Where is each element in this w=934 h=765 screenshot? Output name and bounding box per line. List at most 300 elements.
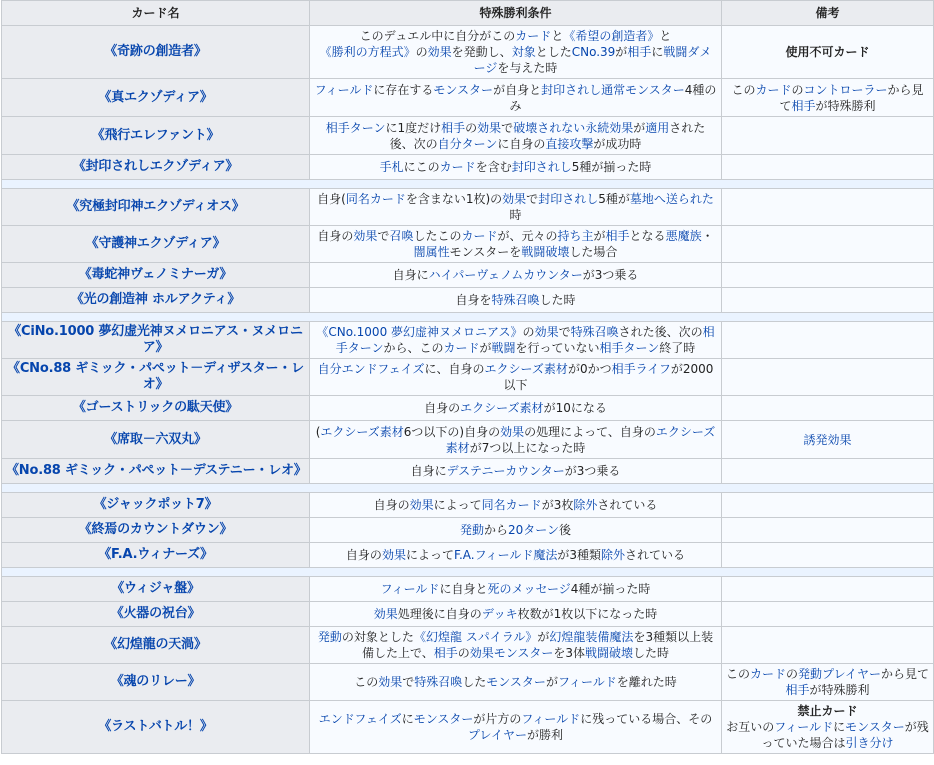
card-name-cell: [2, 155, 310, 180]
term-link[interactable]: 封印されし: [541, 82, 602, 97]
plain-text: 4種のみ: [509, 82, 717, 113]
term-link[interactable]: 特殊召喚: [414, 675, 463, 689]
card-name-link[interactable]: 《ウィジャ盤》: [111, 581, 200, 596]
term-link[interactable]: 特殊召喚: [491, 293, 540, 307]
table-row: [2, 396, 934, 421]
term-link[interactable]: 対象: [511, 45, 536, 59]
card-name-cell: [2, 664, 310, 701]
card-name-link[interactable]: 《席取－六双丸》: [104, 431, 207, 447]
term-link[interactable]: フィールド: [557, 675, 617, 689]
group-separator: [2, 484, 934, 493]
plain-text: から: [483, 523, 508, 537]
term-link[interactable]: 効果モンスター: [469, 646, 554, 660]
term-link[interactable]: 《CNo.1000 夢幻虚神ヌメロニアス》: [316, 325, 523, 339]
term-link[interactable]: エクシーズ素材: [445, 424, 716, 455]
term-link[interactable]: デッキ: [481, 607, 518, 621]
plain-text: と: [659, 29, 672, 43]
plain-text: された後、次の: [389, 120, 706, 151]
table-row: [2, 543, 934, 568]
card-name-link[interactable]: 《守護神エクゾディア》: [85, 236, 226, 251]
plain-text: を与えた時: [497, 61, 558, 75]
plain-text: に存在する: [373, 82, 434, 97]
plain-text: 6つ以下の)自身の: [403, 424, 501, 439]
plain-text: の: [465, 120, 478, 135]
plain-text: が: [537, 630, 550, 644]
remarks-cell: [722, 602, 934, 627]
victory-condition-cell: [310, 602, 722, 627]
term-link[interactable]: フィールド: [521, 712, 581, 726]
term-link[interactable]: 適用: [645, 120, 670, 135]
card-name-link[interactable]: 《封印されしエクゾディア》: [72, 159, 239, 174]
plain-text: 自身の: [424, 401, 461, 415]
plain-text: 自身の: [345, 548, 382, 562]
remarks-cell: [722, 627, 934, 664]
term-link[interactable]: 封印されし: [511, 160, 572, 174]
term-link[interactable]: モンスター: [845, 720, 905, 734]
remarks-cell: [722, 79, 934, 117]
card-name-link[interactable]: 《ラストバトル！》: [98, 719, 213, 734]
table-body: [2, 26, 934, 754]
card-name-cell: [2, 263, 310, 288]
term-link[interactable]: 効果: [427, 45, 452, 59]
victory-condition-cell: [310, 493, 722, 518]
plain-text: 自身に: [410, 464, 447, 478]
plain-text: 自身の: [373, 498, 410, 512]
victory-condition-cell: [310, 543, 722, 568]
plain-text: が: [593, 229, 606, 243]
card-name-link[interactable]: 《F.A.ウィナーズ》: [98, 547, 213, 562]
term-link[interactable]: カード: [461, 229, 498, 243]
card-name-cell: [2, 288, 310, 313]
victory-condition-cell: [310, 322, 722, 359]
term-link[interactable]: 相手: [627, 45, 652, 59]
plain-text: した時: [539, 293, 576, 307]
term-link[interactable]: 《希望の創造者》: [563, 29, 660, 43]
separator-cell: [2, 313, 934, 322]
term-link[interactable]: フィールド: [380, 582, 440, 596]
remarks-cell: [722, 396, 934, 421]
plain-text: したこの: [413, 229, 462, 243]
term-link[interactable]: 引き分け: [845, 736, 894, 750]
term-link[interactable]: 効果: [378, 675, 403, 689]
remarks-cell: [722, 543, 934, 568]
term-link[interactable]: 誘発効果: [803, 432, 852, 447]
plain-text: されている: [625, 548, 686, 562]
card-name-cell: [2, 189, 310, 226]
card-name-link[interactable]: 《光の創造神 ホルアクティ》: [70, 292, 241, 307]
plain-text: 5種が揃った時: [571, 160, 652, 174]
plain-text: を離れた時: [616, 675, 677, 689]
table-row: [2, 322, 934, 359]
term-link[interactable]: カード: [439, 160, 476, 174]
plain-text: 自身(: [317, 192, 346, 206]
remarks-cell: [722, 701, 934, 754]
term-link[interactable]: 相手: [791, 98, 816, 113]
term-link[interactable]: 除外: [573, 498, 598, 512]
plain-text: によって: [433, 498, 482, 512]
card-name-cell: [2, 396, 310, 421]
term-link[interactable]: フィールド: [774, 720, 834, 734]
table-row: [2, 459, 934, 484]
plain-text: が: [545, 675, 558, 689]
term-link[interactable]: 封印されし: [538, 192, 599, 206]
card-name-cell: [2, 459, 310, 484]
card-name-link[interactable]: 《幻煌龍の天渦》: [104, 637, 207, 652]
victory-condition-cell: [310, 627, 722, 664]
remarks-cell: [722, 421, 934, 459]
remarks-cell: [722, 359, 934, 396]
emphasis-text: 使用不可カード: [785, 45, 870, 59]
plain-text: が自身と: [493, 82, 542, 97]
remarks-cell: [722, 664, 934, 701]
term-link[interactable]: モンスター: [486, 675, 546, 689]
term-link[interactable]: フィールド魔法: [474, 548, 558, 562]
emphasis-text: 禁止カード: [797, 704, 858, 718]
victory-condition-cell: [310, 396, 722, 421]
term-link[interactable]: 効果: [502, 192, 527, 206]
plain-text: この: [726, 667, 751, 681]
term-link[interactable]: 相手: [605, 229, 630, 243]
remarks-cell: [722, 518, 934, 543]
plain-text: を発動し、: [451, 45, 512, 59]
plain-text: から、この: [383, 341, 444, 355]
term-link[interactable]: 手札: [379, 160, 404, 174]
term-link[interactable]: 相手ターン: [599, 341, 660, 355]
term-link[interactable]: プレイヤー: [822, 667, 881, 681]
plain-text: で: [558, 325, 571, 339]
term-link[interactable]: 破壊されない: [513, 120, 586, 135]
term-link[interactable]: F.A.: [453, 548, 475, 562]
plain-text: が特殊勝利: [815, 98, 876, 113]
plain-text: このデュエル中に自分がこの: [359, 29, 516, 43]
term-link[interactable]: エクシーズ素材: [460, 401, 544, 415]
table-row: [2, 288, 934, 313]
term-link[interactable]: 悪魔族: [665, 229, 702, 243]
term-link[interactable]: カード: [750, 667, 787, 681]
victory-condition-cell: [310, 155, 722, 180]
group-separator: [2, 180, 934, 189]
card-name-cell: [2, 26, 310, 79]
plain-text: に残っている場合、その: [580, 712, 713, 726]
term-link[interactable]: 戦闘破壊: [585, 646, 634, 660]
table-row: [2, 602, 934, 627]
term-link[interactable]: 同名カード: [345, 192, 406, 206]
victory-condition-cell: [310, 79, 722, 117]
victory-condition-cell: [310, 421, 722, 459]
term-link[interactable]: 相手ライフ: [611, 362, 671, 376]
header-victory-condition[interactable]: 特殊勝利条件: [310, 1, 722, 26]
table-row: [2, 189, 934, 226]
victory-condition-cell: [310, 26, 722, 79]
term-link[interactable]: カード: [443, 341, 480, 355]
table-row: [2, 577, 934, 602]
term-link[interactable]: 発動: [459, 523, 484, 537]
special-victory-table: [1, 0, 934, 754]
victory-condition-cell: [310, 664, 722, 701]
term-link[interactable]: フィールド: [314, 82, 374, 97]
term-link[interactable]: 特殊召喚: [570, 325, 619, 339]
table-row: [2, 493, 934, 518]
term-link[interactable]: エンドフェイズ: [318, 712, 402, 726]
card-name-link[interactable]: 《真エクゾディア》: [98, 89, 213, 105]
plain-text: モンスターを: [449, 245, 522, 259]
card-name-link[interactable]: 《ジャックポット7》: [93, 497, 218, 512]
plain-text: した: [462, 675, 487, 689]
plain-text: の: [791, 82, 804, 97]
plain-text: が3種類: [557, 548, 602, 562]
plain-text: が特殊勝利: [809, 683, 870, 697]
term-link[interactable]: モンスター: [433, 82, 494, 97]
plain-text: から見て: [779, 82, 924, 113]
plain-text: で: [402, 675, 415, 689]
plain-text: した場合: [569, 245, 618, 259]
plain-text: を3体: [553, 646, 586, 660]
card-name-link[interactable]: 《毒蛇神ヴェノミナーガ》: [78, 267, 233, 282]
term-link[interactable]: 発動: [317, 630, 342, 644]
term-link[interactable]: 《勝利の方程式》: [319, 45, 416, 59]
plain-text: と: [551, 29, 564, 43]
card-name-cell: [2, 117, 310, 155]
plain-text: ・: [701, 229, 714, 243]
plain-text: に自身と: [439, 582, 488, 596]
remarks-cell: [722, 26, 934, 79]
term-link[interactable]: 相手: [785, 683, 810, 697]
plain-text: にこの: [403, 160, 440, 174]
plain-text: 終了時: [659, 341, 696, 355]
term-link[interactable]: CNo.39: [571, 45, 616, 59]
table-row: [2, 117, 934, 155]
plain-text: 自身を: [455, 293, 492, 307]
plain-text: を3種類以上装備した上で、: [361, 630, 714, 660]
plain-text: が: [615, 45, 628, 59]
plain-text: に: [651, 45, 664, 59]
plain-text: で: [377, 229, 390, 243]
term-link[interactable]: カード: [515, 29, 552, 43]
term-link[interactable]: コントローラー: [803, 82, 888, 97]
victory-condition-cell: [310, 288, 722, 313]
plain-text: に: [401, 712, 414, 726]
term-link[interactable]: 効果: [500, 424, 525, 439]
term-link[interactable]: 効果: [409, 498, 434, 512]
term-link[interactable]: 闇属性: [413, 245, 450, 259]
term-link[interactable]: 自分: [317, 362, 342, 376]
plain-text: が3つ乗る: [564, 464, 621, 478]
card-name-link[interactable]: 《終焉のカウントダウン》: [78, 522, 233, 537]
remarks-cell: [722, 263, 934, 288]
plain-text: で: [501, 120, 514, 135]
remarks-cell: [722, 459, 934, 484]
header-remarks[interactable]: 備考: [722, 1, 934, 26]
card-name-link[interactable]: 《CiNo.1000 夢幻虚光神ヌメロニアス・ヌメロニア》: [8, 324, 303, 355]
term-link[interactable]: 戦闘ダメージ: [473, 45, 712, 75]
victory-condition-cell: [310, 459, 722, 484]
card-name-cell: [2, 226, 310, 263]
victory-condition-cell: [310, 577, 722, 602]
remarks-cell: [722, 189, 934, 226]
card-name-cell: [2, 421, 310, 459]
term-link[interactable]: 永続効果: [585, 120, 634, 135]
plain-text: が3つ乗る: [582, 268, 639, 282]
card-name-link[interactable]: 《奇跡の創造者》: [104, 44, 207, 59]
victory-condition-cell: [310, 263, 722, 288]
remarks-cell: [722, 493, 934, 518]
plain-text: 時: [509, 208, 522, 222]
victory-condition-cell: [310, 359, 722, 396]
term-link[interactable]: 効果: [373, 607, 398, 621]
term-link[interactable]: 戦闘: [491, 341, 516, 355]
term-link[interactable]: 効果: [534, 325, 559, 339]
plain-text: 5種が: [598, 192, 630, 206]
plain-text: 自身の: [317, 229, 354, 243]
table-row: [2, 226, 934, 263]
term-link[interactable]: モンスター: [413, 712, 474, 726]
plain-text: の対象とした: [341, 630, 414, 644]
term-link[interactable]: ハイパーヴェノムカウンター: [428, 268, 583, 282]
card-name-link[interactable]: 《火器の祝台》: [110, 606, 201, 621]
term-link[interactable]: 除外: [601, 548, 626, 562]
term-link[interactable]: エクシーズ素材: [320, 424, 404, 439]
plain-text: の: [457, 646, 470, 660]
term-link[interactable]: 通常モンスター: [601, 82, 685, 97]
table-row: [2, 155, 934, 180]
victory-condition-cell: [310, 226, 722, 263]
term-link[interactable]: 効果: [477, 120, 502, 135]
term-link[interactable]: 20: [507, 523, 524, 537]
term-link[interactable]: カード: [755, 82, 792, 97]
table-row: [2, 359, 934, 396]
card-name-cell: [2, 322, 310, 359]
victory-condition-cell: [310, 701, 722, 754]
separator-cell: [2, 484, 934, 493]
card-name-cell: [2, 602, 310, 627]
term-link[interactable]: プレイヤー: [468, 728, 527, 742]
plain-text: が成功時: [593, 136, 642, 151]
term-link[interactable]: デステニーカウンター: [446, 464, 565, 478]
term-link[interactable]: 死のメッセージ: [487, 582, 571, 596]
term-link[interactable]: 墓地へ送られた: [629, 192, 714, 206]
table-row: [2, 627, 934, 664]
plain-text: に1度だけ: [385, 120, 442, 135]
table-row: [2, 26, 934, 79]
plain-text: を含まない1枚)の: [405, 192, 503, 206]
card-name-link[interactable]: 《究極封印神エクゾディオス》: [66, 199, 245, 214]
term-link[interactable]: エクシーズ素材: [484, 362, 568, 376]
remarks-cell: [722, 577, 934, 602]
table-row: [2, 664, 934, 701]
term-link[interactable]: 効果: [353, 229, 378, 243]
plain-text: この: [354, 675, 379, 689]
term-link[interactable]: エンドフェイズ: [341, 362, 425, 376]
plain-text: の: [415, 45, 428, 59]
plain-text: が残っていた場合は: [761, 720, 929, 750]
table-row: [2, 701, 934, 754]
separator-cell: [2, 180, 934, 189]
remarks-cell: [722, 288, 934, 313]
group-separator: [2, 568, 934, 577]
plain-text: で: [526, 192, 539, 206]
separator-cell: [2, 568, 934, 577]
card-name-link[interactable]: 《飛行エレファント》: [91, 127, 220, 143]
table-row: [2, 421, 934, 459]
card-name-cell: [2, 518, 310, 543]
plain-text: となる: [629, 229, 666, 243]
card-name-cell: [2, 701, 310, 754]
term-link[interactable]: 相手ターン: [325, 120, 386, 135]
victory-condition-cell: [310, 189, 722, 226]
remarks-cell: [722, 226, 934, 263]
plain-text: が2000以下: [503, 362, 714, 392]
plain-text: が10になる: [543, 401, 607, 415]
term-link[interactable]: 召喚: [389, 229, 414, 243]
card-name-cell: [2, 627, 310, 664]
card-name-link[interactable]: 《魂のリレー》: [110, 674, 201, 689]
remarks-cell: [722, 322, 934, 359]
plain-text: された後、次の: [618, 325, 703, 339]
plain-text: お互いの: [726, 720, 775, 734]
plain-text: とした: [535, 45, 572, 59]
plain-text: によって: [405, 548, 454, 562]
term-link[interactable]: 持ち主: [557, 229, 594, 243]
term-link[interactable]: 効果: [381, 548, 406, 562]
term-link[interactable]: 《幻煌龍 スパイラル》: [413, 630, 538, 644]
term-link[interactable]: 相手ターン: [335, 325, 715, 355]
plain-text: が、元々の: [497, 229, 558, 243]
term-link[interactable]: 相手: [441, 120, 466, 135]
plain-text: が0かつ: [567, 362, 612, 376]
term-link[interactable]: 幻煌龍装備魔法: [549, 630, 634, 644]
term-link[interactable]: 直接攻撃: [545, 136, 594, 151]
plain-text: に、自身の: [424, 362, 485, 376]
plain-text: に: [833, 720, 846, 734]
plain-text: が3枚: [541, 498, 574, 512]
term-link[interactable]: 自分ターン: [437, 136, 498, 151]
term-link[interactable]: 戦闘破壊: [521, 245, 570, 259]
victory-condition-cell: [310, 117, 722, 155]
table-row: [2, 263, 934, 288]
plain-text: が7つ以上になった時: [469, 440, 586, 455]
card-name-link[interactable]: 《ゴーストリックの駄天使》: [72, 400, 239, 415]
card-name-link[interactable]: 《No.88 ギミック・パペット－デステニー・レオ》: [6, 463, 307, 478]
plain-text: 4種が揃った時: [570, 582, 651, 596]
card-name-cell: [2, 543, 310, 568]
term-link[interactable]: ターン: [523, 523, 560, 537]
plain-text: に自身の: [497, 136, 546, 151]
plain-text: 枚数が1枚以下になった時: [517, 607, 658, 621]
term-link[interactable]: 同名カード: [481, 498, 542, 512]
term-link[interactable]: 相手: [433, 646, 458, 660]
plain-text: の: [786, 667, 799, 681]
plain-text: が: [633, 120, 646, 135]
plain-text: の: [522, 325, 535, 339]
remarks-cell: [722, 117, 934, 155]
plain-text: した時: [633, 646, 670, 660]
plain-text: 処理後に自身の: [397, 607, 482, 621]
plain-text: の処理によって、自身の: [524, 424, 656, 439]
card-name-link[interactable]: 《CNo.88 ギミック・パペット－ディザスター・レオ》: [7, 361, 304, 392]
table-row: [2, 518, 934, 543]
plain-text: が片方の: [473, 712, 522, 726]
table-row: [2, 79, 934, 117]
plain-text: 後: [559, 523, 572, 537]
card-name-cell: [2, 79, 310, 117]
term-link[interactable]: 発動: [798, 667, 823, 681]
header-card-name[interactable]: カード名: [2, 1, 310, 26]
card-name-cell: [2, 359, 310, 396]
plain-text: (: [315, 424, 321, 439]
card-name-cell: [2, 577, 310, 602]
plain-text: 自身に: [392, 268, 429, 282]
plain-text: が: [479, 341, 492, 355]
